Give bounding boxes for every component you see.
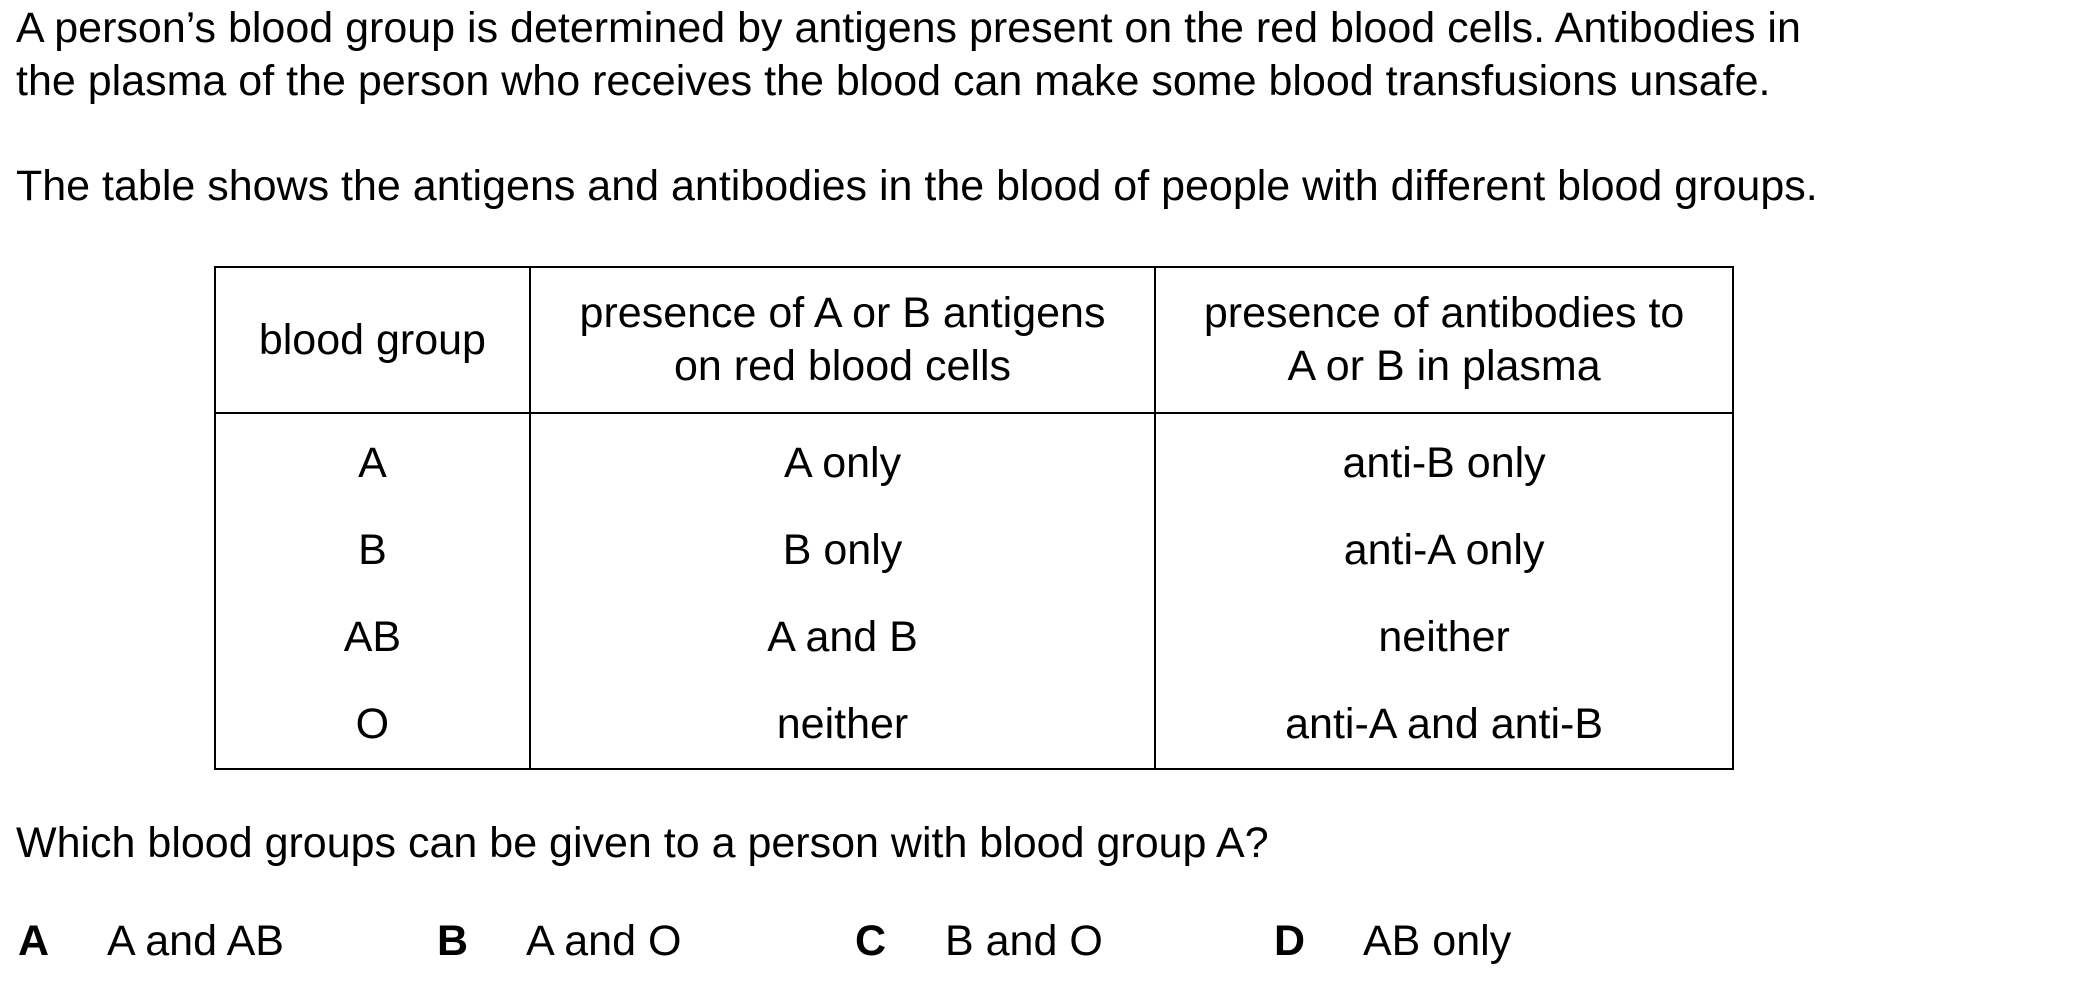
cell-antibodies: anti-A and anti-B — [1155, 681, 1733, 769]
header-antigens-line-2: on red blood cells — [673, 342, 1012, 390]
cell-blood-group: AB — [215, 594, 530, 681]
cell-antibodies: neither — [1155, 594, 1733, 681]
cell-antigens: B only — [530, 507, 1155, 594]
intro-text-line-1: A person’s blood group is determined by antigens present on the red blood cells. Antibodies in — [16, 4, 1801, 52]
header-blood-group-line-1: blood group — [258, 315, 486, 364]
blood-group-table — [214, 266, 1734, 770]
table-header-row — [215, 267, 1733, 413]
header-antibodies — [1155, 267, 1733, 413]
header-antigens-line-1: presence of A or B antigens — [579, 289, 1106, 337]
table-row — [215, 413, 1733, 507]
cell-antibodies: anti-A only — [1155, 507, 1733, 594]
cell-blood-group: O — [215, 681, 530, 769]
table-row — [215, 681, 1733, 769]
option-b-text[interactable]: A and O — [526, 917, 682, 965]
option-a-text[interactable]: A and AB — [107, 917, 284, 965]
cell-blood-group: B — [215, 507, 530, 594]
cell-antigens: neither — [530, 681, 1155, 769]
cell-antigens: A only — [530, 413, 1155, 507]
option-d-text[interactable]: AB only — [1363, 917, 1512, 965]
option-c-letter[interactable]: C — [855, 917, 887, 965]
option-b-letter[interactable]: B — [437, 917, 469, 965]
option-d-letter[interactable]: D — [1274, 917, 1306, 965]
table-row — [215, 594, 1733, 681]
option-c-text[interactable]: B and O — [945, 917, 1103, 965]
question-text: Which blood groups can be given to a person with blood group A? — [16, 819, 1269, 867]
cell-antigens: A and B — [530, 594, 1155, 681]
option-a-letter[interactable]: A — [18, 917, 50, 965]
header-blood-group — [215, 267, 530, 413]
table-intro-text: The table shows the antigens and antibodies in the blood of people with different blood groups. — [16, 162, 1818, 210]
intro-text-line-2: the plasma of the person who receives the blood can make some blood transfusions unsafe. — [16, 57, 1771, 105]
cell-blood-group: A — [215, 413, 530, 507]
header-antibodies-line-2: A or B in plasma — [1287, 342, 1601, 390]
header-antibodies-line-1: presence of antibodies to — [1203, 289, 1685, 337]
answer-options — [0, 915, 2100, 975]
cell-antibodies: anti-B only — [1155, 413, 1733, 507]
header-antigens — [530, 267, 1155, 413]
table-row — [215, 507, 1733, 594]
